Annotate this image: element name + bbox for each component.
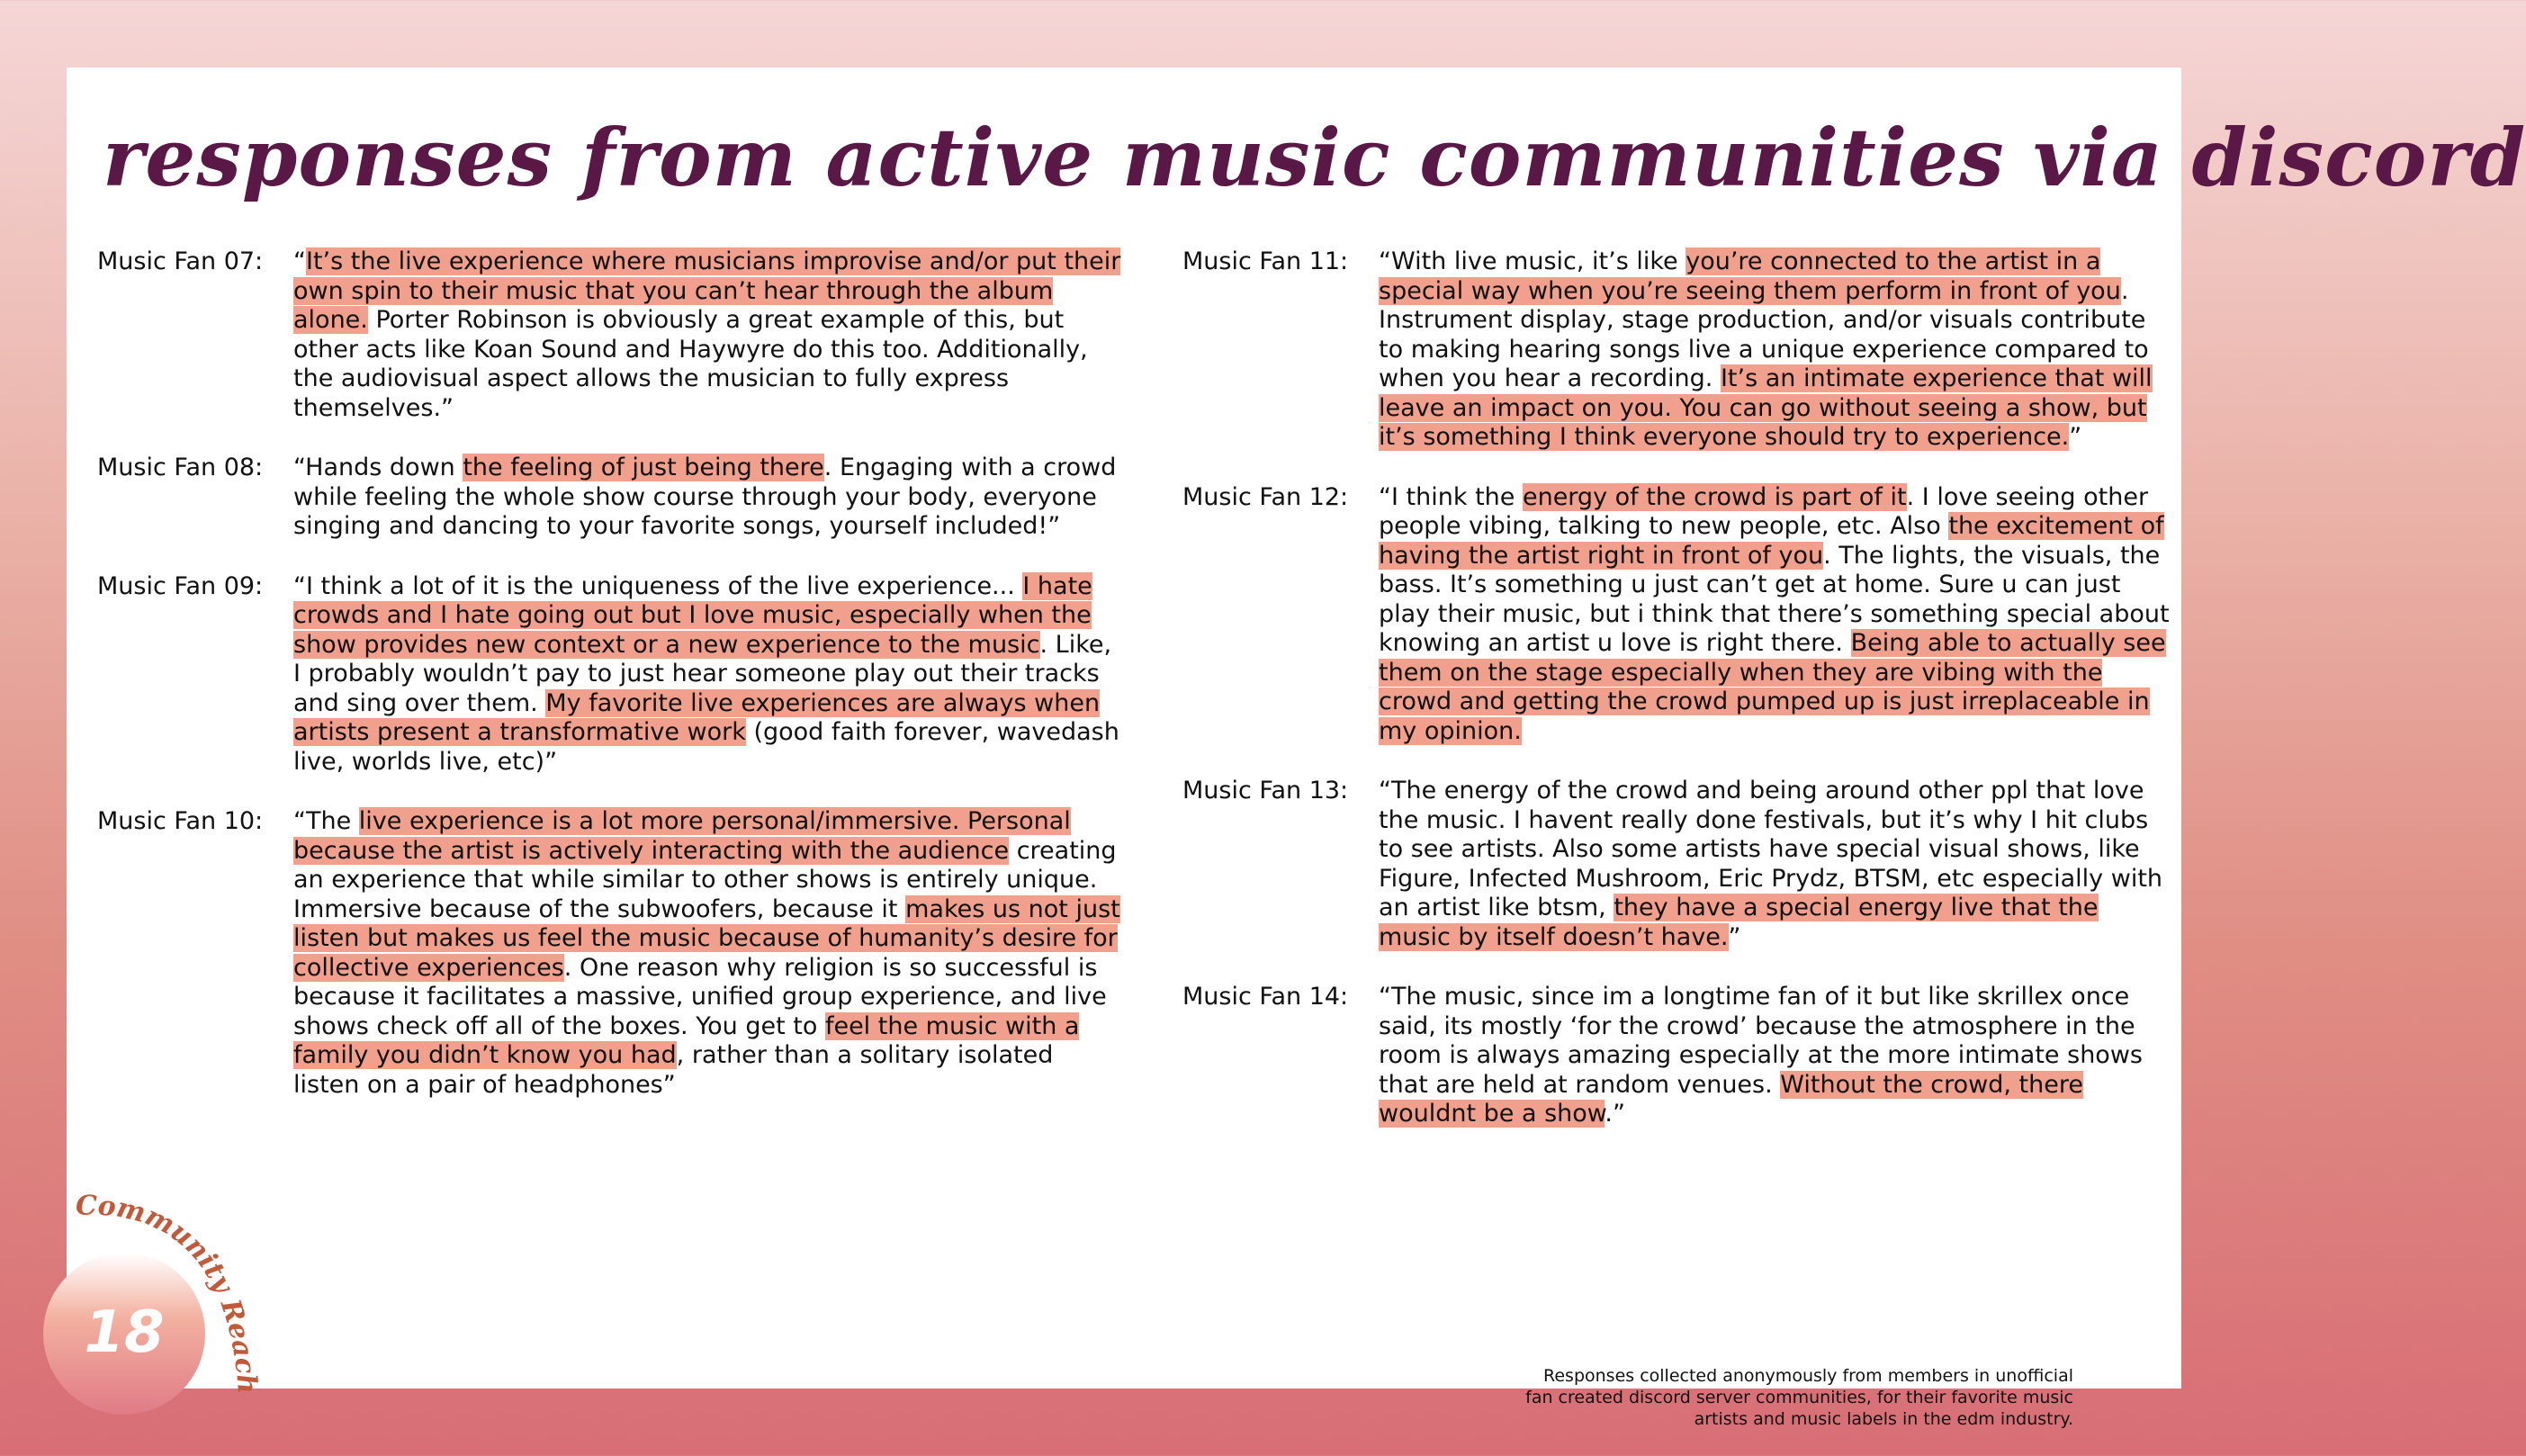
response-entry bbox=[97, 807, 1123, 1100]
page-number: 18 bbox=[84, 1299, 165, 1366]
fan-quote: “I think the energy of the crowd is part of it. I love seeing other people vibing, talking to new people, etc. Also the excitement of having the artist right in front of you. The lights, the visuals, the bass. It’s something u just can’t get at home. Sure u can just play their music, but i think that there’s something special about knowing an artist u love is right there. Being able to actually see them on the stage especially when they are vibing with the crowd and getting the crowd pumped up is just irreplaceable in my opinion. bbox=[1379, 482, 2170, 745]
page-title: responses from active music communities via discord bbox=[103, 111, 2526, 204]
fan-quote: “I think a lot of it is the uniqueness of the live experience... I hate crowds and I hate going out but I love music, especially when the show provides new context or a new experience to the music. Like, I probably wouldn’t pay to just hear someone play out their tracks and sing over them. My favorite live experiences are always when artists present a transformative work (good faith forever, wavedash live, worlds live, etc)” bbox=[293, 571, 1119, 776]
fan-label: Music Fan 13: bbox=[1182, 777, 1349, 804]
highlighted-text: It’s the live experience where musicians improvise and/or put their own spin to their music that you can’t hear through the album alone. bbox=[293, 247, 1121, 334]
fan-label: Music Fan 08: bbox=[97, 454, 264, 481]
response-entry bbox=[97, 454, 1123, 542]
highlighted-text: live experience is a lot more personal/immersive. Personal because the artist is actively interacting with the audience bbox=[293, 807, 1071, 865]
highlighted-text: they have a special energy live that the music by itself doesn’t have. bbox=[1379, 894, 2099, 951]
highlighted-text: makes us not just listen but makes us feel the music because of humanity’s desire for collective experiences bbox=[293, 894, 1120, 982]
fan-label: Music Fan 12: bbox=[1182, 482, 1349, 511]
highlighted-text: you’re connected to the artist in a special way when you’re seeing them perform in front of you bbox=[1379, 247, 2121, 305]
right-column bbox=[1182, 247, 2172, 1160]
fan-quote: “The live experience is a lot more personal/immersive. Personal because the artist is actively interacting with the audience creating an experience that while similar to other shows is entirely unique. Immersive because of the subwoofers, because it makes us not just listen but makes us feel the music because of humanity’s desire for collective experiences. One reason why religion is so successful is because it facilitates a massive, unified group experience, and live shows check off all of the boxes. You get to feel the music with a family you didn’t know you had, rather than a solitary isolated listen on a pair of headphones” bbox=[293, 807, 1120, 1099]
footnote: Responses collected anonymously from members in unofficial fan created discord server communities, for their favorite music artists and music labels in the edm industry. bbox=[1525, 1366, 2073, 1429]
left-column bbox=[97, 247, 1123, 1130]
highlighted-text: the excitement of having the artist right in front of you bbox=[1379, 512, 2164, 570]
fan-label: Music Fan 07: bbox=[97, 247, 264, 275]
fan-quote: “With live music, it’s like you’re connected to the artist in a special way when you’re seeing them perform in front of you. Instrument display, stage production, and/or visuals contribute to making hearing songs live a unique experience compared to when you hear a recording. It’s an intimate experience that will leave an impact on you. You can go without seeing a show, but it’s something I think everyone should try to experience.” bbox=[1379, 247, 2153, 451]
page-card bbox=[67, 67, 2526, 1429]
response-entry bbox=[97, 572, 1123, 777]
response-entry bbox=[1182, 483, 2172, 747]
fan-quote: “It’s the live experience where musicians improvise and/or put their own spin to their music that you can’t hear through the album alone. Porter Robinson is obviously a great example of this, but other acts like Koan Sound and Haywyre do this too. Additionally, the audiovisual aspect allows the musician to fully express themselves.” bbox=[293, 247, 1121, 422]
fan-quote: “The energy of the crowd and being around other ppl that love the music. I havent really done festivals, but it’s why I hit clubs to see artists. Also some artists have special visual shows, like Figure, Infected Mushroom, Eric Prydz, BTSM, etc especially with an artist like btsm, they have a special energy live that the music by itself doesn’t have.” bbox=[1379, 777, 2163, 951]
response-entry bbox=[1182, 247, 2172, 453]
fan-label: Music Fan 09: bbox=[97, 571, 264, 600]
highlighted-text: It’s an intimate experience that will leave an impact on you. You can go without seeing a show, but it’s something I think everyone should try to experience. bbox=[1379, 364, 2153, 451]
highlighted-text: the feeling of just being there bbox=[463, 454, 824, 481]
section-label-text: Community Reach bbox=[75, 1190, 264, 1396]
highlighted-text: feel the music with a family you didn’t know you had bbox=[293, 1011, 1080, 1069]
fan-label: Music Fan 11: bbox=[1182, 247, 1349, 275]
section-label bbox=[76, 1190, 263, 1395]
fan-quote: “The music, since im a longtime fan of it but like skrillex once said, its mostly ‘for the crowd’ because the atmosphere in the room is always amazing especially at the more intimate shows that are held at random venues. Without the crowd, there wouldnt be a show.” bbox=[1379, 983, 2143, 1128]
highlighted-text: energy of the crowd is part of it bbox=[1522, 482, 1907, 511]
highlighted-text: Being able to actually see them on the stage especially when they are vibing with the crowd and getting the crowd pumped up is just irreplaceable in my opinion. bbox=[1379, 629, 2166, 745]
response-entry bbox=[1182, 983, 2172, 1129]
response-entry bbox=[97, 247, 1123, 423]
fan-label: Music Fan 10: bbox=[97, 807, 264, 835]
highlighted-text: I hate crowds and I hate going out but I love music, especially when the show provides new context or a new experience to the music bbox=[293, 571, 1092, 659]
highlighted-text: Without the crowd, there wouldnt be a show bbox=[1379, 1070, 2083, 1128]
response-entry bbox=[1182, 777, 2172, 952]
highlighted-text: My favorite live experiences are always when artists present a transformative work bbox=[293, 688, 1101, 746]
fan-quote: “Hands down the feeling of just being there. Engaging with a crowd while feeling the whole show course through your body, everyone singing and dancing to your favorite songs, yourself included!” bbox=[293, 454, 1117, 540]
section-label-arc bbox=[63, 1188, 270, 1422]
fan-label: Music Fan 14: bbox=[1182, 983, 1349, 1011]
